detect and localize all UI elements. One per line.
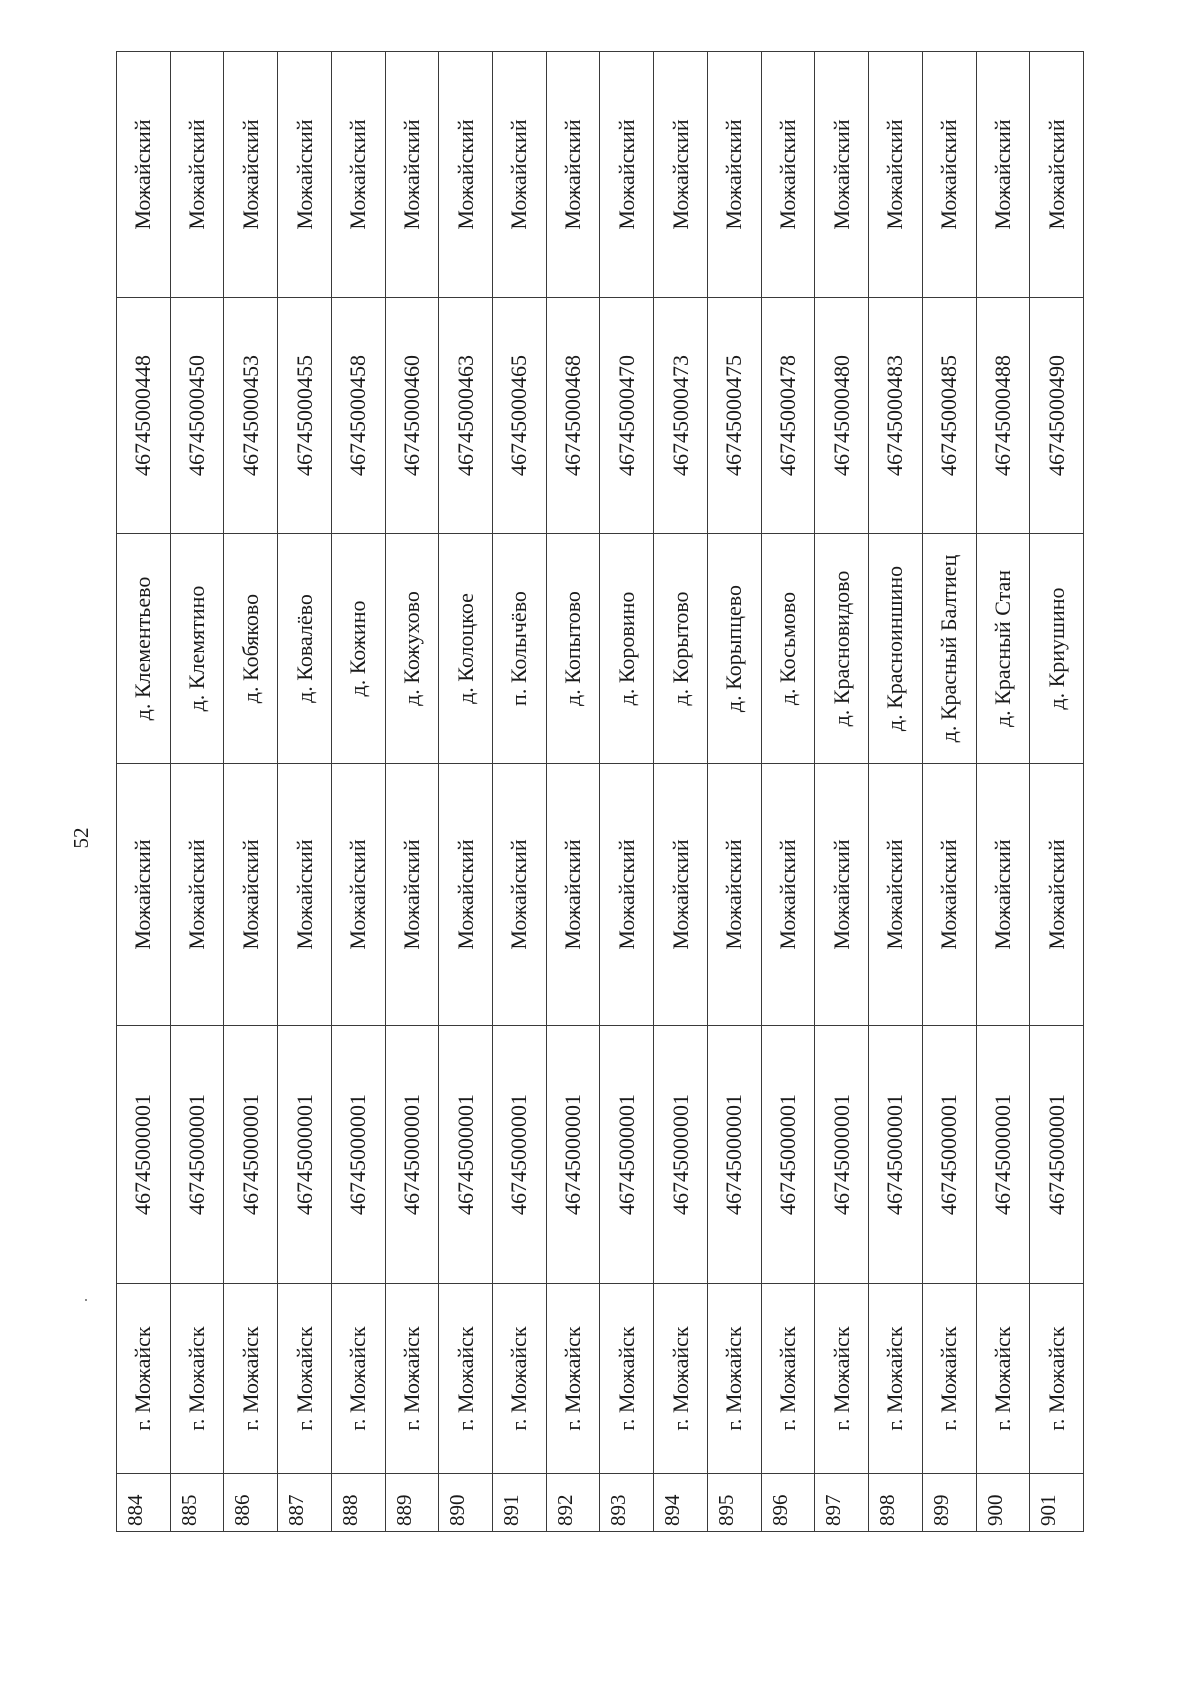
settlement-code-cell: 46745000483: [869, 298, 923, 534]
settlement-name-cell: д. Колоцкое: [439, 534, 493, 764]
municipality-cell: г. Можайск: [331, 1284, 385, 1474]
municipality-code-cell: 46745000001: [331, 1026, 385, 1284]
settlement-code-cell: 46745000465: [493, 298, 547, 534]
district-cell: Можайский: [493, 764, 547, 1026]
settlement-name-cell: д. Корытово: [654, 534, 708, 764]
municipality-code-cell: 46745000001: [761, 1026, 815, 1284]
municipality-cell: г. Можайск: [976, 1284, 1030, 1474]
settlement-district-cell: Можайский: [278, 52, 332, 298]
settlement-district-cell: Можайский: [654, 52, 708, 298]
row-number-cell: 896: [761, 1474, 815, 1532]
municipality-code-cell: 46745000001: [385, 1026, 439, 1284]
district-cell: Можайский: [600, 764, 654, 1026]
table-row: [600, 52, 654, 1532]
settlement-name-cell: д. Кожино: [331, 534, 385, 764]
settlement-name-cell: д. Криушино: [1030, 534, 1084, 764]
settlement-district-cell: Можайский: [761, 52, 815, 298]
settlement-code-cell: 46745000478: [761, 298, 815, 534]
settlement-code-cell: 46745000470: [600, 298, 654, 534]
settlement-name-cell: д. Коровино: [600, 534, 654, 764]
district-cell: Можайский: [170, 764, 224, 1026]
table-row: [1030, 52, 1084, 1532]
row-number-cell: 894: [654, 1474, 708, 1532]
municipality-cell: г. Можайск: [761, 1284, 815, 1474]
municipality-cell: г. Можайск: [278, 1284, 332, 1474]
district-cell: Можайский: [546, 764, 600, 1026]
district-cell: Можайский: [117, 764, 171, 1026]
settlement-code-cell: 46745000453: [224, 298, 278, 534]
row-number-cell: 887: [278, 1474, 332, 1532]
district-cell: Можайский: [707, 764, 761, 1026]
municipality-cell: г. Можайск: [546, 1284, 600, 1474]
table-row: [493, 52, 547, 1532]
settlement-name-cell: п. Колычёво: [493, 534, 547, 764]
settlement-name-cell: д. Копытово: [546, 534, 600, 764]
district-cell: Можайский: [224, 764, 278, 1026]
settlement-name-cell: д. Красновидово: [815, 534, 869, 764]
municipality-code-cell: 46745000001: [170, 1026, 224, 1284]
row-number-cell: 899: [922, 1474, 976, 1532]
municipality-code-cell: 46745000001: [600, 1026, 654, 1284]
settlement-district-cell: Можайский: [385, 52, 439, 298]
row-number-cell: 889: [385, 1474, 439, 1532]
settlement-code-cell: 46745000473: [654, 298, 708, 534]
settlement-district-cell: Можайский: [224, 52, 278, 298]
table-row: [385, 52, 439, 1532]
settlement-name-cell: д. Красноиншино: [869, 534, 923, 764]
municipality-cell: г. Можайск: [117, 1284, 171, 1474]
settlement-name-cell: д. Косьмово: [761, 534, 815, 764]
row-number-cell: 901: [1030, 1474, 1084, 1532]
municipality-code-cell: 46745000001: [278, 1026, 332, 1284]
table-row: [761, 52, 815, 1532]
row-number-cell: 893: [600, 1474, 654, 1532]
settlement-district-cell: Можайский: [869, 52, 923, 298]
settlement-name-cell: д. Кожухово: [385, 534, 439, 764]
scan-speck: [85, 1299, 87, 1301]
settlement-name-cell: д. Кобяково: [224, 534, 278, 764]
settlement-name-cell: д. Красный Балтиец: [922, 534, 976, 764]
settlement-code-cell: 46745000463: [439, 298, 493, 534]
row-number-cell: 898: [869, 1474, 923, 1532]
row-number-cell: 895: [707, 1474, 761, 1532]
row-number-cell: 884: [117, 1474, 171, 1532]
settlement-district-cell: Можайский: [922, 52, 976, 298]
row-number-cell: 885: [170, 1474, 224, 1532]
row-number-cell: 891: [493, 1474, 547, 1532]
table-row: [439, 52, 493, 1532]
settlement-name-cell: д. Клемятино: [170, 534, 224, 764]
municipality-code-cell: 46745000001: [654, 1026, 708, 1284]
municipality-cell: г. Можайск: [170, 1284, 224, 1474]
row-number-cell: 888: [331, 1474, 385, 1532]
settlement-district-cell: Можайский: [546, 52, 600, 298]
row-number-cell: 890: [439, 1474, 493, 1532]
municipality-cell: г. Можайск: [224, 1284, 278, 1474]
municipality-code-cell: 46745000001: [815, 1026, 869, 1284]
table-row: [546, 52, 600, 1532]
settlement-district-cell: Можайский: [976, 52, 1030, 298]
municipality-code-cell: 46745000001: [707, 1026, 761, 1284]
municipality-code-cell: 46745000001: [922, 1026, 976, 1284]
table-row: [976, 52, 1030, 1532]
page-number: 52: [69, 827, 93, 849]
district-cell: Можайский: [815, 764, 869, 1026]
municipality-code-cell: 46745000001: [224, 1026, 278, 1284]
table-row: [869, 52, 923, 1532]
rotated-table-container: [116, 52, 1084, 1532]
settlement-district-cell: Можайский: [493, 52, 547, 298]
settlement-district-cell: Можайский: [439, 52, 493, 298]
table-row: [278, 52, 332, 1532]
settlement-district-cell: Можайский: [331, 52, 385, 298]
municipality-code-cell: 46745000001: [1030, 1026, 1084, 1284]
municipality-code-cell: 46745000001: [117, 1026, 171, 1284]
municipality-cell: г. Можайск: [1030, 1284, 1084, 1474]
table-row: [707, 52, 761, 1532]
municipality-cell: г. Можайск: [654, 1284, 708, 1474]
settlement-name-cell: д. Ковалёво: [278, 534, 332, 764]
district-cell: Можайский: [922, 764, 976, 1026]
row-number-cell: 897: [815, 1474, 869, 1532]
settlement-name-cell: д. Красный Стан: [976, 534, 1030, 764]
settlement-code-cell: 46745000455: [278, 298, 332, 534]
settlement-name-cell: д. Корыпцево: [707, 534, 761, 764]
settlement-code-cell: 46745000485: [922, 298, 976, 534]
settlement-code-cell: 46745000460: [385, 298, 439, 534]
settlement-district-cell: Можайский: [117, 52, 171, 298]
settlement-code-cell: 46745000448: [117, 298, 171, 534]
table-body: [117, 52, 1084, 1532]
table-row: [331, 52, 385, 1532]
municipality-code-cell: 46745000001: [546, 1026, 600, 1284]
municipality-cell: г. Можайск: [922, 1284, 976, 1474]
table-row: [170, 52, 224, 1532]
table-row: [922, 52, 976, 1532]
municipality-cell: г. Можайск: [869, 1284, 923, 1474]
municipality-cell: г. Можайск: [707, 1284, 761, 1474]
district-cell: Можайский: [439, 764, 493, 1026]
municipality-code-cell: 46745000001: [869, 1026, 923, 1284]
municipality-cell: г. Можайск: [815, 1284, 869, 1474]
district-cell: Можайский: [1030, 764, 1084, 1026]
municipality-code-cell: 46745000001: [439, 1026, 493, 1284]
municipality-cell: г. Можайск: [439, 1284, 493, 1474]
settlement-district-cell: Можайский: [707, 52, 761, 298]
settlement-code-cell: 46745000458: [331, 298, 385, 534]
settlements-table: [116, 51, 1084, 1532]
settlement-name-cell: д. Клементьево: [117, 534, 171, 764]
settlement-district-cell: Можайский: [1030, 52, 1084, 298]
settlement-code-cell: 46745000468: [546, 298, 600, 534]
district-cell: Можайский: [761, 764, 815, 1026]
district-cell: Можайский: [278, 764, 332, 1026]
settlement-district-cell: Можайский: [170, 52, 224, 298]
municipality-cell: г. Можайск: [385, 1284, 439, 1474]
table-row: [224, 52, 278, 1532]
district-cell: Можайский: [331, 764, 385, 1026]
table-row: [117, 52, 171, 1532]
district-cell: Можайский: [654, 764, 708, 1026]
settlement-code-cell: 46745000490: [1030, 298, 1084, 534]
settlement-district-cell: Можайский: [600, 52, 654, 298]
district-cell: Можайский: [385, 764, 439, 1026]
municipality-code-cell: 46745000001: [493, 1026, 547, 1284]
row-number-cell: 886: [224, 1474, 278, 1532]
settlement-district-cell: Можайский: [815, 52, 869, 298]
municipality-cell: г. Можайск: [600, 1284, 654, 1474]
row-number-cell: 900: [976, 1474, 1030, 1532]
table-row: [815, 52, 869, 1532]
municipality-code-cell: 46745000001: [976, 1026, 1030, 1284]
settlement-code-cell: 46745000450: [170, 298, 224, 534]
municipality-cell: г. Можайск: [493, 1284, 547, 1474]
district-cell: Можайский: [869, 764, 923, 1026]
row-number-cell: 892: [546, 1474, 600, 1532]
settlement-code-cell: 46745000475: [707, 298, 761, 534]
district-cell: Можайский: [976, 764, 1030, 1026]
settlement-code-cell: 46745000480: [815, 298, 869, 534]
table-row: [654, 52, 708, 1532]
settlement-code-cell: 46745000488: [976, 298, 1030, 534]
